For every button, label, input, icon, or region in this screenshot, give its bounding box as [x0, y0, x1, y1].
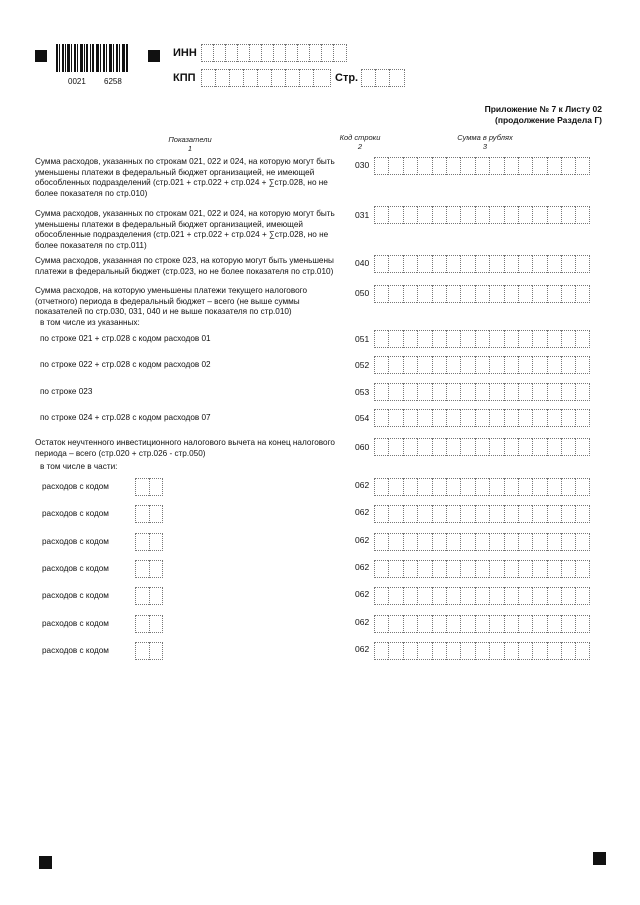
column-header-code: Код строки 2: [339, 133, 381, 151]
expense-code-label: расходов с кодом: [42, 563, 109, 573]
row-code-051: 051: [355, 334, 370, 344]
row-code-053: 053: [355, 387, 370, 397]
inn-label: ИНН: [173, 47, 197, 59]
row-label-051: по строке 021 + стр.028 с кодом расходов 01: [40, 334, 211, 343]
row-label-053: по строке 023: [40, 387, 93, 396]
expense-code-label: расходов с кодом: [42, 509, 109, 519]
expense-code-field[interactable]: [135, 533, 163, 551]
row-sub-label-050: в том числе из указанных:: [40, 318, 140, 327]
expense-code-label: расходов с кодом: [42, 645, 109, 655]
row-label-060: Остаток неучтенного инвестиционного налогового вычета на конец налогового периода – всего (стр.020 + стр.026 - стр.050): [35, 438, 335, 458]
barcode-number-left: 0021: [68, 77, 86, 86]
expense-sum-field[interactable]: [374, 642, 590, 660]
expense-code-field[interactable]: [135, 615, 163, 633]
kpp-label: КПП: [173, 72, 196, 84]
expense-code-field[interactable]: [135, 478, 163, 496]
inn-field[interactable]: [201, 44, 347, 62]
expense-sum-field[interactable]: [374, 560, 590, 578]
sum-field-051[interactable]: [374, 330, 590, 348]
expense-sum-field[interactable]: [374, 615, 590, 633]
expense-code-label: расходов с кодом: [42, 536, 109, 546]
column-header-sum: Сумма в рублях 3: [457, 133, 513, 151]
appendix-title: [485, 104, 602, 126]
sum-field-040[interactable]: [374, 255, 590, 273]
expense-row-code: 062: [355, 480, 370, 490]
expense-code-label: расходов с кодом: [42, 482, 109, 491]
row-label-050: Сумма расходов, на которую уменьшены платежи текущего налогового (отчетного) периода в федеральный бюджет – всего (не выше суммы показателей по стр.030, 031, 040 и не выше показателя по стр.010): [35, 286, 308, 316]
appendix-line-2: (продолжение Раздела Г): [495, 115, 602, 125]
barcode-number-right: 6258: [104, 77, 122, 86]
column-header-indicators: Показатели 1: [168, 135, 212, 153]
row-label-040: Сумма расходов, указанная по строке 023, на которую могут быть уменьшены платежи в федеральный бюджет (стр.023, но не более показателя по стр.010): [35, 256, 334, 276]
expense-code-label: расходов с кодом: [42, 591, 109, 601]
sum-field-050[interactable]: [374, 285, 590, 303]
row-label-052: по строке 022 + стр.028 с кодом расходов 02: [40, 360, 211, 369]
kpp-field[interactable]: [201, 69, 331, 87]
row-code-050: 050: [355, 288, 370, 298]
row-code-031: 031: [355, 210, 370, 220]
row-code-054: 054: [355, 413, 370, 423]
expense-code-field[interactable]: [135, 587, 163, 605]
expense-row-code: 062: [355, 589, 370, 600]
expense-code-label: расходов с кодом: [42, 618, 109, 628]
appendix-line-1: Приложение № 7 к Листу 02: [484, 104, 602, 114]
corner-marker-top-mid: [148, 50, 160, 62]
row-code-052: 052: [355, 360, 370, 370]
expense-code-field[interactable]: [135, 642, 163, 660]
corner-marker-bottom-left: [39, 856, 52, 869]
expense-row-code: 062: [355, 616, 370, 627]
page-field[interactable]: [361, 69, 405, 87]
sum-field-052[interactable]: [374, 356, 590, 374]
sum-field-031[interactable]: [374, 206, 590, 224]
barcode: [56, 44, 128, 72]
row-label-031: Сумма расходов, указанных по строкам 021, 022 и 024, на которую могут быть уменьшены платежи в федеральный бюджет организацией, имеющей обособленные подразделения (стр.021 + стр.022 + стр.024 + ∑стр.028, но не более показателя по стр.011): [35, 209, 335, 250]
sum-field-060[interactable]: [374, 438, 590, 456]
row-label-054: по строке 024 + стр.028 с кодом расходов 07: [40, 413, 211, 422]
expense-row-code: 062: [355, 534, 370, 545]
corner-marker-top-left: [35, 50, 47, 62]
expense-code-field[interactable]: [135, 560, 163, 578]
row-code-040: 040: [355, 258, 370, 268]
expense-sum-field[interactable]: [374, 478, 590, 496]
corner-marker-bottom-right: [593, 852, 606, 865]
sum-field-030[interactable]: [374, 157, 590, 175]
sum-field-054[interactable]: [374, 409, 590, 427]
expense-sum-field[interactable]: [374, 533, 590, 551]
row-sub-label-060: в том числе в части:: [40, 462, 118, 471]
expense-sum-field[interactable]: [374, 505, 590, 523]
row-label-030: Сумма расходов, указанных по строкам 021, 022 и 024, на которую могут быть уменьшены платежи в федеральный бюджет организацией, не имеющей обособленных подразделений (стр.021 + стр.022 + стр.024 + ∑стр.028, но не более показателя по стр.010): [35, 157, 335, 198]
expense-sum-field[interactable]: [374, 587, 590, 605]
expense-row-code: 062: [355, 561, 370, 572]
page-label: Стр.: [335, 72, 359, 84]
expense-row-code: 062: [355, 507, 370, 518]
row-code-030: 030: [355, 160, 370, 170]
row-code-060: 060: [355, 442, 370, 452]
expense-row-code: 062: [355, 643, 370, 654]
sum-field-053[interactable]: [374, 383, 590, 401]
expense-code-field[interactable]: [135, 505, 163, 523]
